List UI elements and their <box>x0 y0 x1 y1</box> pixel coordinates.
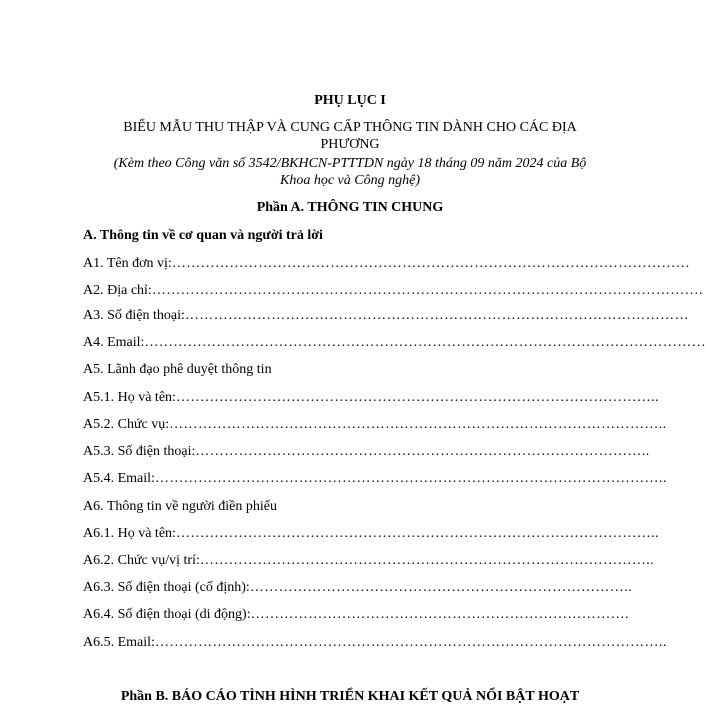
a6-title: A6. Thông tin về người điền phiếu <box>83 499 277 514</box>
part-b-title-clip <box>0 688 700 704</box>
field-a6-1 <box>83 525 659 542</box>
field-a5-4 <box>83 470 667 487</box>
field-dots: ……………………………………………………………………………………………………… <box>144 335 706 350</box>
field-label: A6.4. Số điện thoại (di động): <box>83 607 251 622</box>
field-label: A4. Email: <box>83 335 145 350</box>
field-label: A5.2. Chức vụ: <box>83 417 170 432</box>
field-dots: …………………………………………………………………….. <box>249 580 633 595</box>
section-a-title: A. Thông tin về cơ quan và người trả lời <box>83 228 323 243</box>
field-dots: ……………………………………………………………………. <box>250 607 629 622</box>
field-dots: ………………………………………………………………………………………….. <box>169 417 667 432</box>
field-a2 <box>83 282 703 299</box>
field-dots: …………………………………………………………………………………………….. <box>154 635 667 650</box>
note-line2: Khoa học và Công nghệ) <box>280 173 420 188</box>
field-label: A5.4. Email: <box>83 471 155 486</box>
field-dots: ……………………………………………………………………………………….. <box>175 390 659 405</box>
field-a5-3 <box>83 443 650 460</box>
field-label: A1. Tên đơn vị: <box>83 256 172 271</box>
field-label: A5.3. Số điện thoại: <box>83 444 196 459</box>
note-line1: (Kèm theo Công văn số 3542/BKHCN-PTTTDN ngày 18 tháng 09 năm 2024 của Bộ <box>113 156 587 171</box>
field-a1 <box>83 255 691 272</box>
field-label: A6.3. Số điện thoại (cố định): <box>83 580 250 595</box>
form-title-line1: BIỂU MẪU THU THẬP VÀ CUNG CẤP THÔNG TIN DÀNH CHO CÁC ĐỊA <box>123 120 577 135</box>
field-a5-1 <box>83 389 659 406</box>
a5-title: A5. Lãnh đạo phê duyệt thông tin <box>83 362 272 377</box>
field-dots: ………………………………………………………………………………….. <box>195 444 650 459</box>
appendix-title: PHỤ LỤC I <box>314 93 386 108</box>
field-label: A6.1. Họ và tên: <box>83 526 176 541</box>
field-dots: ……………………………………………………………………………………….. <box>175 526 659 541</box>
field-dots: ………………………………………………………………………………….. <box>199 553 655 568</box>
field-dots: …………………………………………………………………………………………… <box>184 308 689 323</box>
field-dots: ……………………………………………………………………………………………… <box>171 256 691 271</box>
form-title-line2: PHƯƠNG <box>320 137 380 152</box>
field-a6-5 <box>83 634 667 651</box>
field-dots: …………………………………………………………………………………………….. <box>154 471 667 486</box>
field-dots: ……………………………………………………………………………………………………. <box>151 283 703 298</box>
field-a6-2 <box>83 552 655 569</box>
field-a6-3 <box>83 579 633 596</box>
part-b-title: Phần B. BÁO CÁO TÌNH HÌNH TRIỂN KHAI KẾT QUẢ NỔI BẬT HOẠT <box>120 689 580 704</box>
field-label: A6.2. Chức vụ/vị trí: <box>83 553 200 568</box>
field-label: A6.5. Email: <box>83 635 155 650</box>
field-a3 <box>83 307 689 324</box>
field-label: A2. Địa chỉ: <box>83 283 152 298</box>
field-a5-2 <box>83 416 667 433</box>
field-a4 <box>83 334 706 351</box>
field-label: A5.1. Họ và tên: <box>83 390 176 405</box>
field-label: A3. Số điện thoại: <box>83 308 185 323</box>
part-a-title: Phần A. THÔNG TIN CHUNG <box>256 200 444 215</box>
field-a6-4 <box>83 606 629 623</box>
